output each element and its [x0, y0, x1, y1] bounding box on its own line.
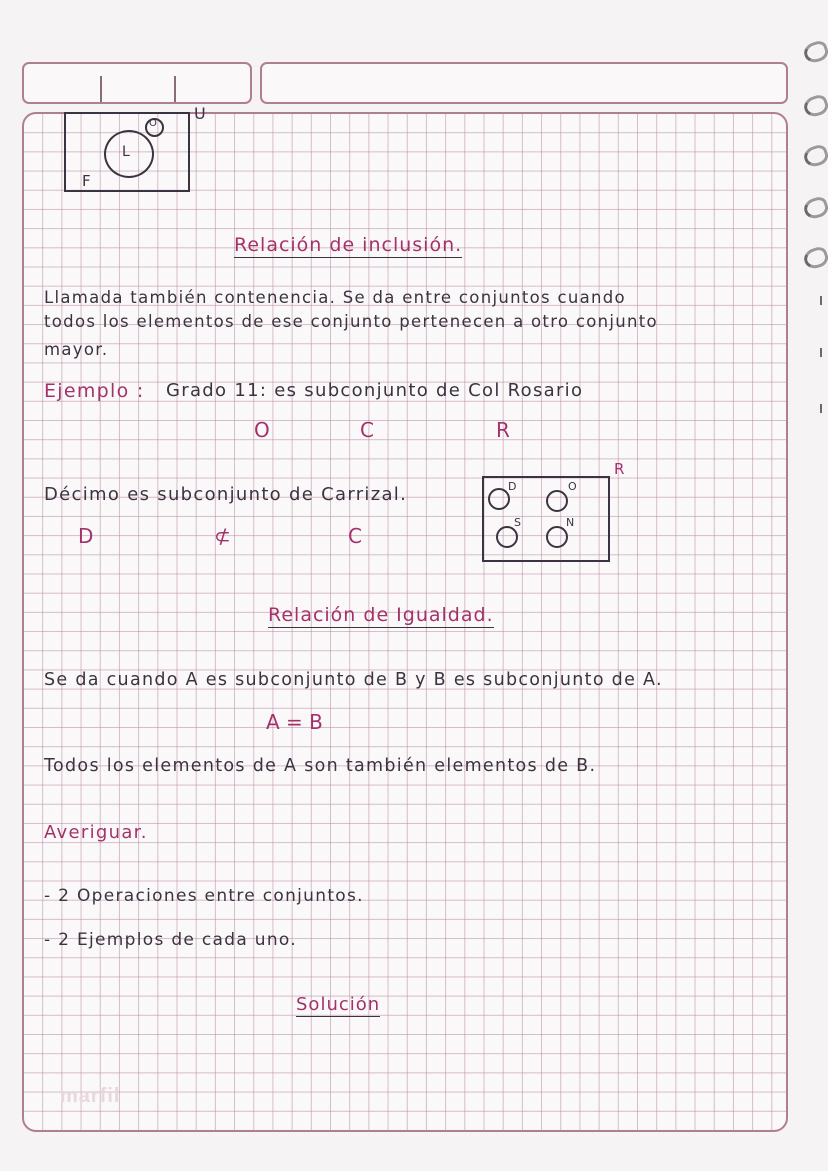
inclusion-title: Relación de inclusión.	[234, 234, 463, 256]
universe-label: U	[194, 104, 206, 123]
example-1-prefix: Ejemplo :	[44, 380, 145, 402]
spiral-ring	[801, 195, 828, 221]
equality-formula: A = B	[266, 710, 323, 734]
definition-line-3: mayor.	[44, 340, 109, 359]
header-title-box	[260, 62, 788, 104]
diagram-2-box-label: R	[614, 460, 625, 478]
definition-line-1: Llamada también contenencia. Se da entre conjuntos cuando	[44, 288, 626, 307]
example-1-symbol-c: C	[360, 418, 374, 442]
spiral-ring	[801, 143, 828, 169]
spiral-ring	[801, 245, 828, 271]
homework-title: Averiguar.	[44, 822, 148, 843]
example-2-symbol-d: D	[78, 524, 94, 548]
equality-title: Relación de Igualdad.	[268, 604, 494, 626]
diagram-2-element: N	[566, 516, 575, 529]
brand-logo: marfil	[60, 1085, 121, 1107]
example-1-text: Grado 11: es subconjunto de Col Rosario	[166, 380, 584, 401]
example-2-text: Décimo es subconjunto de Carrizal.	[44, 484, 408, 505]
homework-item-1: - 2 Operaciones entre conjuntos.	[44, 886, 364, 906]
small-circle-label: O	[149, 118, 157, 129]
diagram-2-circle	[546, 490, 568, 512]
spiral-ring	[820, 348, 827, 357]
spiral-ring	[801, 93, 828, 119]
spiral-ring	[820, 404, 827, 413]
example-1-symbol-o: O	[254, 418, 270, 442]
equality-definition: Se da cuando A es subconjunto de B y B es subconjunto de A.	[44, 670, 663, 690]
spiral-ring	[820, 296, 827, 305]
diagram-2-circle	[488, 488, 510, 510]
diagram-2-circle	[496, 526, 518, 548]
equality-statement: Todos los elementos de A son también elementos de B.	[44, 756, 597, 776]
definition-line-2: todos los elementos de ese conjunto pertenecen a otro conjunto	[44, 312, 658, 331]
diagram-2-element: D	[508, 480, 517, 493]
solution-title: Solución	[296, 994, 381, 1015]
homework-item-2: - 2 Ejemplos de cada uno.	[44, 930, 298, 950]
diagram-2-element: S	[514, 516, 521, 529]
spiral-ring	[801, 39, 828, 65]
header-divider	[100, 76, 102, 102]
set-inner-label: L	[122, 144, 130, 160]
header-date-box	[22, 62, 252, 104]
diagram-2-element: O	[568, 480, 577, 493]
diagram-2-circle	[546, 526, 568, 548]
example-2-symbol-c: C	[348, 524, 362, 548]
example-1-symbol-r: R	[496, 418, 510, 442]
set-outer-label: F	[82, 172, 91, 190]
example-2-symbol-not-subset: ⊄	[214, 524, 231, 548]
header-divider	[174, 76, 176, 102]
